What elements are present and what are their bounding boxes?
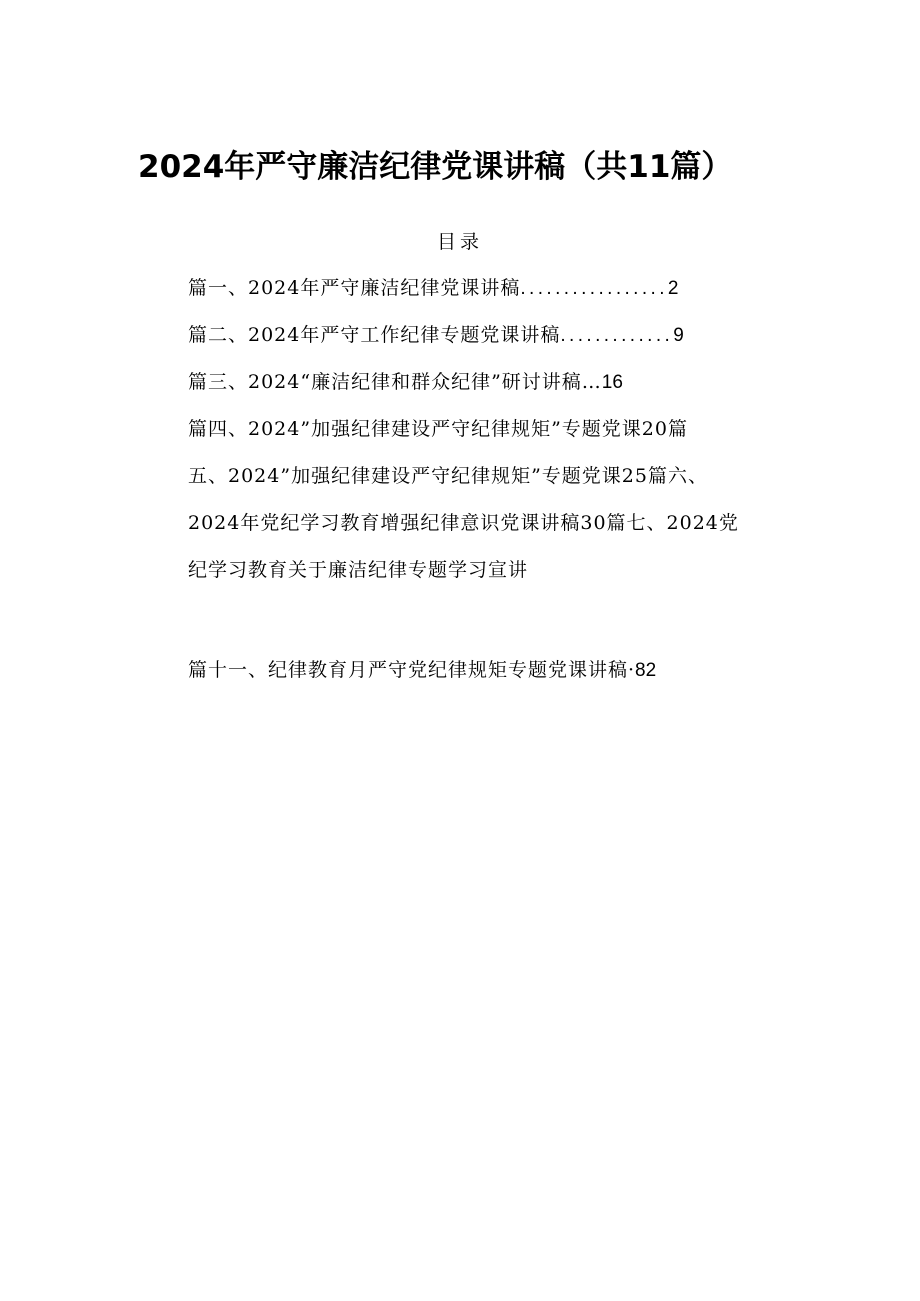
toc-page-number: 16 [601, 372, 623, 393]
toc-page-number: 82 [635, 660, 657, 681]
document-title: 2024年严守廉洁纪律党课讲稿（共11篇） [138, 149, 733, 185]
toc-entry-text: 篇十一、纪律教育月严守党纪律规矩专题党课讲稿· [188, 659, 636, 681]
toc-entry-6 [188, 508, 739, 539]
toc-entry-7 [188, 555, 528, 586]
toc-entry-text: 篇一、2024年严守廉洁纪律党课讲稿 [188, 277, 521, 299]
toc-entry-text: 篇四、2024”加强纪律建设严守纪律规矩”专题党课20篇 [188, 418, 688, 440]
toc-entry-1 [188, 273, 678, 304]
toc-entry-5 [188, 461, 708, 492]
toc-entry-text: 五、2024”加强纪律建设严守纪律规矩”专题党课25篇六、 [188, 465, 708, 487]
toc-entry-text: 纪学习教育关于廉洁纪律专题学习宣讲 [188, 559, 529, 581]
toc-entry-8 [188, 655, 656, 686]
toc-entry-text: 篇二、2024年严守工作纪律专题党课讲稿 [188, 324, 561, 346]
toc-entry-4 [188, 414, 688, 445]
toc-page-number: 2 [667, 278, 679, 299]
toc-page-number: 9 [673, 325, 684, 346]
toc-heading: 目录 [436, 231, 483, 253]
toc-entry-text: 2024年党纪学习教育增强纪律意识党课讲稿30篇七、2024党 [188, 512, 739, 534]
toc-leader-dots: ............. [560, 325, 674, 346]
toc-entry-text: 篇三、2024“廉洁纪律和群众纪律”研讨讲稿… [188, 371, 602, 393]
toc-leader-dots: ................. [520, 278, 668, 299]
toc-entry-3 [188, 367, 623, 398]
toc-entry-2 [188, 320, 684, 351]
